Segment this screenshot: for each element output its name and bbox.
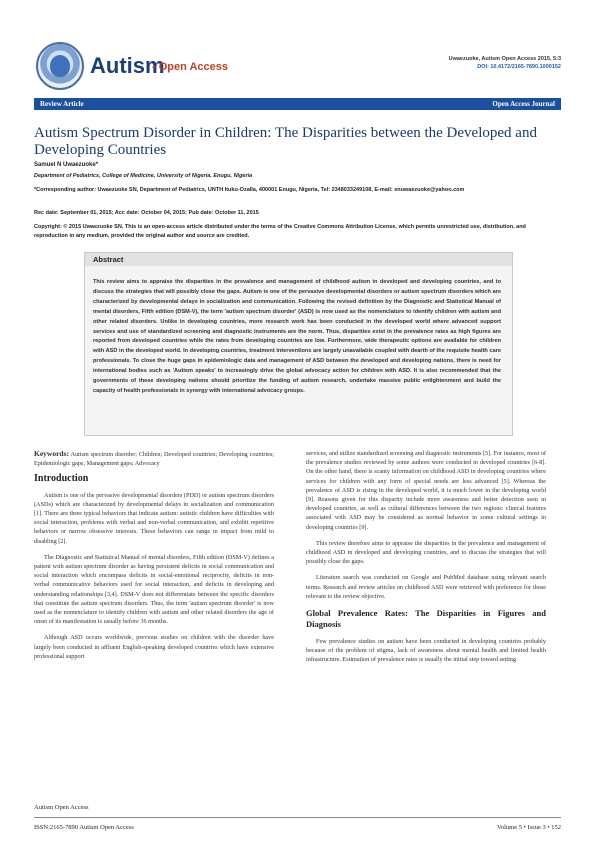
doi-link[interactable]: DOI: 10.4172/2165-7890.1000152	[477, 64, 561, 70]
article-dates: Rec date: September 01, 2015; Acc date: October 04, 2015; Pub date: October 11, 2015	[34, 210, 259, 216]
paragraph: Literature search was conducted on Google and PubMed database using relevant search terms. Research and review articles on childhood ASD were retrieved with preference for those relevant to the review objective.	[306, 574, 546, 600]
article-type-label: Review Article	[40, 99, 84, 108]
article-type-bar	[34, 98, 561, 110]
journal-name: Autism	[90, 53, 165, 78]
paragraph: services, and utilize standardized screening and diagnostic instruments [5]. For instance, most of the prevalence studies reviewed by some authors were conducted in developed countries [6-8]. On the other hand, there is scanty information on childhood ASD in developing countries where services for children with any form of special needs are less advanced [5]. Whereas the prevalence of ASD is rising in the developed world, it is much lower in the developing world [9]. Reasons given for this disparity include more awareness and better detection seen in developed countries, as well as cultural differences between the two regions: clinical features associated with ASD may be considered as normal behavior in some cultural settings in developing countries [9].	[306, 450, 546, 531]
body-column-right	[306, 449, 546, 672]
paragraph: This review therefore aims to appraise the disparities in the prevalence and management of childhood ASD in developed and developing countries, and to discuss the strategies that will possibly close the gaps.	[306, 539, 546, 566]
keywords	[34, 449, 274, 468]
journal-logo	[36, 42, 84, 90]
footer-issn: ISSN:2165-7890 Autism Open Access	[34, 824, 134, 831]
paragraph: The Diagnostic and Statistical Manual of mental disorders, Fifth edition (DSM-V) defines a patient with autism spectrum disorder as having persistent deficits in social communication and social interaction which encompass deficits in social-emotional reciprocity, deficits in non-verbal communicative behaviors used for social interaction, and deficits in developing and understanding relationships [3,4]. DSM-V does not differentiate between the specific disorders that constitute the autism spectrum disorders. Thus, the term 'autism spectrum disorder' is now used as the nomenclature to identify children with autism and other related disorders the age of onset of its manifestation is usually before 36 months.	[34, 553, 274, 626]
access-label: Open Access Journal	[492, 99, 555, 108]
article-title: Autism Spectrum Disorder in Children: The Disparities between the Developed and Developing Countries	[34, 125, 537, 158]
abstract-box	[84, 252, 513, 436]
section-heading-introduction: Introduction	[34, 473, 89, 485]
body-column-left	[34, 449, 274, 668]
citation-line: Uwaezuoke, Autism Open Access 2015, 5:3	[448, 56, 561, 62]
keywords-label: Keywords:	[34, 449, 69, 458]
abstract-header	[85, 253, 512, 266]
copyright-notice: Copyright: © 2015 Uwaezuoke SN. This is an open-access article distributed under the terms of the Creative Commons Attribution License, which permits unrestricted use, distribution, and reproduction in any medium, provided the original author and source are credited.	[34, 224, 526, 239]
paragraph: Autism is one of the pervasive developmental disorders (PDD) or autism spectrum disorders (ASDs) which are characterized by developmental delays in socialization and communication [1]. There are three typical behaviors that indicate autism: autistic children have difficulties with social interaction, problems with verbal and non-verbal communication, and exhibit repetitive behaviors or narrow obsessive interests. These behaviors can range in impact from mild to disabling [2].	[34, 491, 274, 545]
citation-block	[449, 55, 561, 71]
corresponding-author: *Corresponding author: Uwaezuoke SN, Department of Pediatrics, UNTH Ituku-Ozalla, 400001 Enugu, Nigeria, Tel: 2348033249108, E-mail: snuwaezuoke@yahoo.com	[34, 187, 465, 193]
footer-journal: Autism Open Access	[34, 804, 89, 811]
footer-divider	[34, 817, 561, 818]
section-heading-prevalence: Global Prevalence Rates: The Disparities in Figures and Diagnosis	[306, 608, 546, 630]
author-name: Samuel N Uwaezuoke*	[34, 162, 99, 168]
keywords-text: Autism spectrum disorder; Children; Developed countries; Developing countries; Epidemiologic gaps; Management gaps; Advocacy	[34, 451, 274, 468]
paragraph: Few prevalence studies on autism have been conducted in developing countries probably because of the problem of stigma, lack of awareness about mental health and limited health infrastructure. Estimation of prevalence rates is usually the initial step toward setting	[306, 638, 546, 664]
brain-head-icon	[50, 55, 70, 77]
affiliation: Department of Pediatrics, College of Medicine, University of Nigeria, Enugu, Nigeria	[34, 173, 253, 179]
footer-volume: Volume 5 • Issue 3 • 152	[496, 824, 561, 831]
journal-subtitle: - Open Access	[152, 61, 229, 73]
abstract-text: This review aims to appraise the disparities in the prevalence and management of childhood autism in developed and developing countries, and to discuss the strategies that will possibly close the gaps. Autism is one of the pervasive developmental disorders or autism spectrum disorders which are characterized by developmental delays in socialization and communication. Following the revised definition by the Diagnostic and Statistical Manual of mental disorders, Fifth edition (DSM-V), the term 'autism spectrum disorder' (ASD) is now used as the nomenclature to identify children with autism and other related disorders. Unlike in developing countries, more research work has been conducted in the developed world where advanced support services and use of standardized screening and diagnostic instruments are the norm. Thus, disparities exist in the prevalence rates as high figures are reported from developed countries while the rates from developing countries are low. Furthermore, wide therapeutic options are available for children with ASD in the developed world. In developing countries, treatment interventions are largely unavailable coupled with dearth of the requisite health care professionals. To close the huge gaps in epidemiologic data and management of ASD between the developed and developing nations, there is need for international bodies such as 'Autism speaks' to increasingly drive the global advocacy action for children with ASD. It is also recommended that the governments of these developing nations should prioritize the funding of autism research, undertake massive public enlightenment and build the capacity of health professionals in synergy with international advocacy groups.	[93, 279, 501, 394]
abstract-heading: Abstract	[93, 255, 124, 264]
paragraph: Although ASD occurs worldwide, previous studies on children with the disorder have largely been conducted in affluent English-speaking developed countries which have extensive professional support	[34, 634, 274, 660]
